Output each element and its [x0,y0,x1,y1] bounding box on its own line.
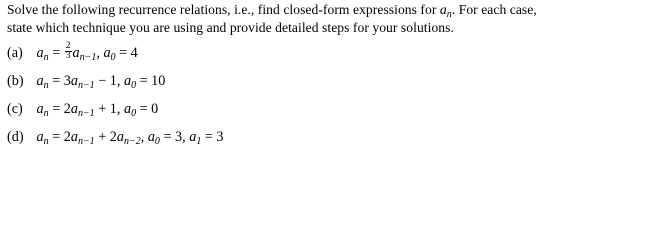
instructions-variable: $a_n$ [439,2,452,20]
problem-b [7,72,165,90]
problem-a [7,41,138,63]
fraction: $\frac{2}{3}$ [65,41,71,62]
problem-label: (b) [7,73,24,89]
recurrence-equation: $a_n$ = $\frac{2}{3}$ $a_{n-1}$, $a_0 = 4$ [36,41,138,63]
recurrence-equation: $a_n = 2a_{n-1} + 2a_{n-2}$, $a_0 = 3$, $a_1 = 3$ [36,129,224,147]
problem-label: (a) [7,45,23,61]
instructions-line-2: state which technique you are using and provide detailed steps for your solutions. [7,20,454,35]
recurrence-equation: $a_n = 2a_{n-1} + 1$, $a_0 = 0$ [36,101,159,119]
recurrence-equation: $a_n = 3a_{n-1} - 1$, $a_0 = 10$ [36,73,166,91]
problem-c [7,100,158,118]
problem-label: (d) [7,129,24,145]
problem-d [7,128,224,146]
instructions-line-1: Solve the following recurrence relations, i.e., find closed-form expressions for [7,2,437,17]
instructions-line-1-end: . For each case, [451,2,537,17]
problem-label: (c) [7,101,23,117]
document-body [7,0,652,147]
instructions-paragraph [7,0,652,37]
